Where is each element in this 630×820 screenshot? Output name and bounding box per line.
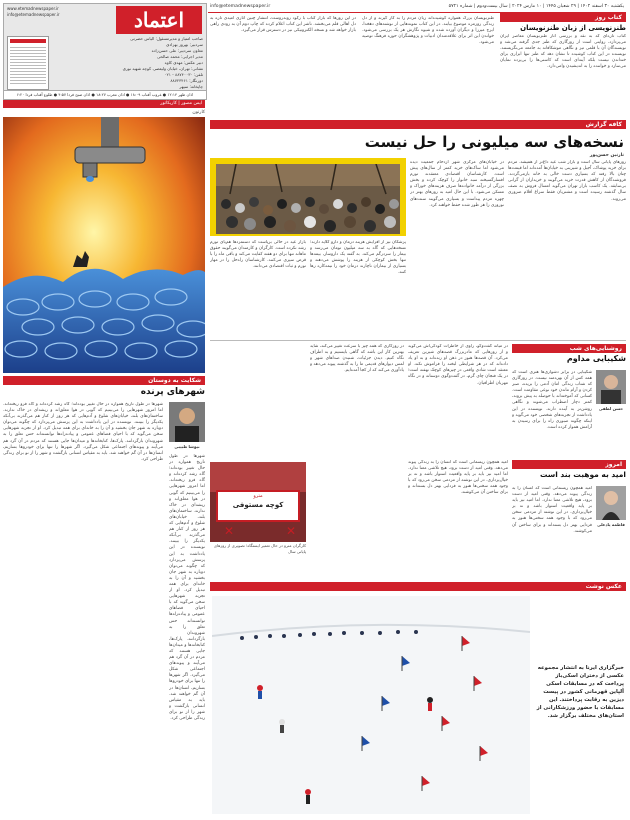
lead-photo-frame: [210, 158, 406, 236]
newspaper-thumbnail: [7, 36, 49, 90]
author-name: نیوشا طبیبی: [174, 444, 200, 449]
headline: طنزنویسی از زبان طنزنویسان: [520, 24, 626, 32]
opinion-continued-2: در روزگاری که همه چیز با سرعت تغییر می‌کند، شاید بهترین کار این باشد که گاهی بایستیم و به اطراف نگاه کنیم. دیدن جزئیات، شنیدن صداهای شهر و لمس دیوارهای قدیمی ما را به گذشته پیوند می‌دهد و یادآوری می‌کند که از کجا آمده‌ایم.: [310, 344, 404, 374]
headline: شکیبایی مداوم: [566, 354, 626, 363]
headline: امید به موهبت بند است: [539, 470, 626, 479]
crowd-photo: [216, 164, 400, 234]
photo-caption: خبرگزاری ایرنا به انتشار مجموعه عکسی از دختران اسکی‌باز پرداخت که در مسابقات اسکی آلپاین قهرمانی کشور در پیست دیزین به رقابت پرداختند. این مسابقات با حضور ورزشکارانی از استان‌های مختلف برگزار شد.: [536, 665, 624, 719]
credit-line: سردبیر: بهروز بهزادی: [166, 42, 203, 47]
hope-continued: امید همچون ریسمانی است که انسان را به زندگی پیوند می‌دهد. وقتی امید از دست برود، هیچ تلاشی معنا ندارد. اما امید نیز باید بر پایه واقعیت استوار باشد و نه بر خیال‌پردازی. در این نوشته از مردمی سخن می‌رود که با وجود همه سختی‌ها هنوز به فردایی بهتر دل بسته‌اند و برای ساختن آن می‌کوشند.: [408, 460, 508, 496]
email[interactable]: info@etemadnewspaper.ir: [210, 4, 271, 9]
cartoon-label: کارتون: [192, 110, 205, 115]
article-body-continued: شهرها در طول تاریخ همواره در حال تغییر بوده‌اند؛ گاه رشد کرده‌اند و گاه فرو ریخته‌اند. اما امروز شهرهایی را می‌بینیم که گویی در هوا معلق‌اند و ریشه‌ای در خاک ندارند. ساختمان‌های بلند، خیابان‌های شلوغ و آدم‌هایی که هر روز از کنار هم می‌گذرند بی‌آنکه یکدیگر را ببینند. نویسنده در این یادداشت به این پرسش می‌پردازد که چگونه می‌توان دوباره به شهر جان بخشید و آن را به خانه‌ای برای همه تبدیل کرد. او از تجربه شهرهایی سخن می‌گوید که با احیای فضاهای عمومی و پیاده‌راه‌ها توانسته‌اند حس تعلق را به شهروندان بازگردانند. پارک‌ها، کتابخانه‌ها و میدان‌ها جایی هستند که مردم در آن گرد هم می‌آیند و پیوندهای اجتماعی شکل می‌گیرد. اگر شهرها را تنها برای خودروها بسازیم، انسان‌ها در آن گم خواهند شد. باید به مقیاس انسانی بازگشت و شهر را از نو برای زندگی طراحی کرد.: [169, 454, 205, 722]
author-photo: [596, 486, 626, 520]
logo: [116, 6, 202, 34]
lead-body-col1: روزهای پایانی سال است و بازار شب عید داغ‌تر از همیشه. مردم برای خرید پوشاک، آجیل و شیرینی به خیابان‌ها آمده‌اند اما قیمت‌ها چنان بالا رفته که بسیاری دست خالی به خانه بازمی‌گردند. فروشندگان از کاهش قدرت خرید می‌گویند و خریداران از گرانی بی‌سابقه. یک کاسب بازار تهران می‌گوید امسال فروش به نصف سال گذشته رسیده است و مشتریان فقط سراغ اقلام ضروری می‌روند.: [508, 160, 626, 202]
credit-line: دبیر عکس: مهدی کاوه: [164, 60, 203, 65]
author-name: فاطمه یادعلی: [597, 522, 625, 527]
photo-caption: کارگران مترو در حال تعمیر ایستگاه؛ تصویری از روزهای پایانی سال: [213, 543, 306, 554]
lead-body-col2: در خیابان‌های مرکزی شهر ازدحام جمعیت دیده می‌شود اما ساک‌های خرید کمتر از سال‌های پیش است. کارشناسان اقتصادی معتقدند تورم افسارگسیخته سبد خانوار را کوچک کرده و بخش بزرگی از درآمد خانواده‌ها صرف هزینه‌های خوراک و مسکن می‌شود. با این حال امید به روزهای بهتر در چهره مردم پیداست و بسیاری می‌گویند سنت‌های نوروزی را هر طور شده حفظ خواهند کرد.: [410, 160, 504, 208]
caption-strip: ایمن مصور | کاریکاتور: [3, 100, 205, 108]
lead-headline: نسخه‌های سه میلیونی را حل نیست: [364, 133, 624, 151]
author-photo: [169, 402, 205, 442]
book-review-continued-2: در این روزها که بازار کتاب با رکود روبه‌روست، انتشار چنین آثاری امیدی تازه به دل اهالی قلم می‌بخشد. ناشر این کتاب اعلام کرده که چاپ دوم آن به زودی راهی بازار خواهد شد و نسخه الکترونیکی نیز در دسترس قرار می‌گیرد.: [210, 16, 356, 34]
x-mark-icon: ✕: [285, 524, 296, 538]
masthead-credits: [53, 36, 203, 92]
prayer-times: اذان ظهر ۱۲:۱۴ ● غروب آفتاب ۱۸:۰۹ ● اذان مغرب ۱۸:۲۷ ● اذان صبح فردا ۴:۵۷ ● طلوع آفتاب فردا ۶:۲۰: [4, 90, 206, 99]
article-body: شکیبایی در برابر دشواری‌ها هنری است که همه کس از آن بهره‌مند نیست. در روزگاری که شتاب زندگی امان آدمی را بریده، صبر کردن و آرام ماندن خود نوعی مقاومت است. کسانی که آموخته‌اند با حوصله به پیش بروند، کمتر دچار اضطراب می‌شوند و نگاهی روشن‌تر به آینده دارند. نویسنده در این یادداشت از تجربه‌های شخصی خود می‌گوید و اینکه چگونه صبوری راه را برای رسیدن به آرامش هموار کرده است.: [512, 370, 592, 430]
credit-line: چاپخانه: سپهر: [179, 84, 203, 89]
author-photo: [596, 370, 626, 404]
cartoon-illustration: [3, 117, 205, 373]
ski-photo: [212, 596, 530, 814]
lead-section-tag: کافه گزارش: [210, 120, 626, 129]
article-body: امید همچون ریسمانی است که انسان را به زندگی پیوند می‌دهد. وقتی امید از دست برود، هیچ تلاشی معنا ندارد. اما امید نیز باید بر پایه واقعیت استوار باشد و نه بر خیال‌پردازی. در این نوشته از مردمی سخن می‌رود که با وجود همه سختی‌ها هنوز به فردایی بهتر دل بسته‌اند و برای ساختن آن می‌کوشند.: [512, 486, 592, 534]
credit-line: نشانی: تهران، خیابان ولیعصر، کوچه شهید نوری: [122, 66, 203, 71]
divider: [210, 340, 626, 341]
section-tag: امروز: [512, 460, 626, 469]
section-tag: کتاب روز: [500, 13, 626, 22]
book-review-continued: طنزنویسان بزرگ همواره کوشیده‌اند زبان مردم را به کار گیرند و از دل زندگی روزمره موضوع بیابند. در این کتاب نمونه‌هایی از نوشته‌های دهخدا، ایرج میرزا و دیگران آورده شده و شیوه نگارش هر یک بررسی می‌شود. خواندن این اثر برای علاقه‌مندان ادبیات و پژوهشگران حوزه فرهنگ توصیه می‌شود.: [362, 16, 494, 46]
sign-main: کوچه مستوفی: [232, 501, 284, 509]
credit-line: مدیر اجرایی: محمد صالحی: [156, 54, 203, 59]
web-link: [7, 6, 112, 34]
opinion-article: [512, 344, 626, 459]
opinion-continued: در میانه گفت‌وگو، راوی از خاطرات کودکی‌اش می‌گوید و از روزهایی که مادربزرگ قصه‌های شیرین تعریف می‌کرد. آن قصه‌ها هنوز در ذهن او زنده‌اند و به او یاد داده‌اند که در هر شرایطی لبخند را فراموش نکند. او معتقد است شادی واقعی در چیزهای کوچک نهفته است؛ در یک فنجان چای گرم، در گفت‌وگوی دوستانه و در نگاه مهربان اطرافیان.: [408, 344, 508, 386]
photo-section-tag: عکس نوشت: [210, 582, 626, 591]
photo-bg: [210, 462, 306, 542]
website-link[interactable]: www.etemadnewspaper.ir: [7, 6, 59, 11]
logo-text: اعتماد: [133, 8, 185, 32]
article-body: شهرها در طول تاریخ همواره در حال تغییر بوده‌اند؛ گاه رشد کرده‌اند و گاه فرو ریخته‌اند. اما امروز شهرهایی را می‌بینیم که گویی در هوا معلق‌اند و ریشه‌ای در خاک ندارند. ساختمان‌های بلند، خیابان‌های شلوغ و آدم‌هایی که هر روز از کنار هم می‌گذرند بی‌آنکه یکدیگر را ببینند. نویسنده در این یادداشت به این پرسش می‌پردازد که چگونه می‌توان دوباره به شهر جان بخشید و آن را به خانه‌ای برای همه تبدیل کرد. او از تجربه شهرهایی سخن می‌گوید که با احیای فضاهای عمومی و پیاده‌راه‌ها توانسته‌اند حس تعلق را به شهروندان بازگردانند. پارک‌ها، کتابخانه‌ها و میدان‌ها جایی هستند که مردم در آن گرد هم می‌آیند و پیوندهای اجتماعی شکل می‌گیرد. اگر شهرها را تنها برای خودروها بسازیم، انسان‌ها در آن گم خواهند شد. باید به مقیاس انسانی بازگشت و شهر را از نو برای زندگی طراحی کرد.: [3, 402, 163, 462]
credit-line: دورنگار: ۸۸۷۲۳۴۶۱: [170, 78, 203, 83]
email-link[interactable]: info@etemadnewspaper.ir: [7, 12, 60, 17]
credit-line: صاحب امتیاز و مدیرمسئول: الیاس حضرتی: [130, 36, 203, 41]
masthead: [3, 3, 207, 100]
dateline: یکشنبه ۳۰ اسفند ۱۴۰۲ | ۲۹ شعبان ۱۴۴۵ | ۱۰ مارس ۲۰۲۴ | سال بیست‌ودوم | شماره ۵۷۲۱: [448, 4, 624, 9]
book-review-article: [500, 13, 626, 118]
author-name: حسن لطفی: [598, 406, 624, 411]
headline: شهرهای پرنده: [140, 387, 205, 397]
section-tag: روشنایی‌های شب: [512, 344, 626, 353]
lead-body-col3: پزشکان نیز از افزایش هزینه درمان و دارو گلایه دارند؛ نسخه‌هایی که گاه به سه میلیون تومان می‌رسد و بیمار را سردرگم می‌کند. به گفته یک داروساز، بیمه‌ها تنها بخش کوچکی از هزینه را پوشش می‌دهند و بسیاری از بیماران ناچارند درمان خود را نیمه‌کاره رها کنند.: [310, 240, 406, 276]
street-sign: [216, 490, 300, 522]
dateline-bar: [208, 3, 626, 13]
lead-byline: نازنین حسن‌پور: [589, 153, 624, 158]
credit-line: معاون سردبیر: علی حسن‌زاده: [151, 48, 203, 53]
cities-article: [3, 376, 205, 816]
section-tag: شکایت به دوستان: [3, 376, 205, 385]
credit-line: تلفن: ۸۸۷۴۰۰۳۰ - ۰۲۱: [164, 72, 203, 77]
article-body: کتاب تازه‌ای که به نقد و بررسی آثار طنزنویسان معاصر ایران می‌پردازد، روایتی است از روزگاری که طنز جدی گرفته می‌شد و نویسندگان آن با قلمی تیز و نگاهی موشکافانه به جامعه می‌نگریستند. نویسنده در این کتاب کوشیده تا نشان دهد که طنز تنها ابزاری برای خنداندن نیست بلکه آینه‌ای است که کاستی‌ها را بی‌پرده نمایان می‌سازد و خواننده را به اندیشیدن وامی‌دارد.: [500, 34, 626, 70]
hope-article: [512, 460, 626, 576]
lead-body-col4: بازار عید در حالی برپاست که دستمزدها هم‌پای تورم رشد نکرده است. کارگران و کارمندان می‌گویند حقوق ماهانه تنها برای دو هفته کفایت می‌کند و باقی ماه را با قرض سپری می‌کنند. کارشناسان راه‌حل را در مهار تورم و ثبات اقتصادی می‌دانند.: [210, 240, 306, 270]
metro-photo: [210, 462, 306, 554]
x-mark-icon: ✕: [223, 524, 234, 538]
sign-top: مترو: [253, 493, 263, 499]
